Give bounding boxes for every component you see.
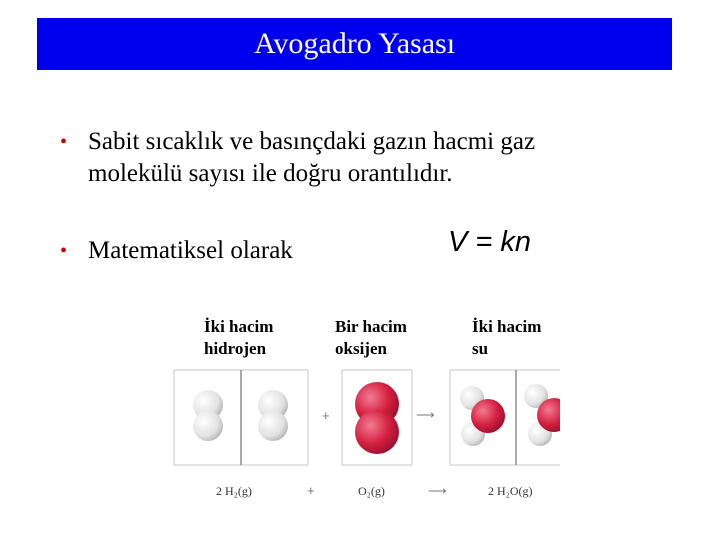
equation-plus: + bbox=[307, 483, 315, 498]
formula: V = kn bbox=[448, 226, 532, 258]
volume-label-oxygen bbox=[335, 316, 407, 360]
volume-label-line: su bbox=[472, 339, 489, 358]
equation-h2: 2 H₂(g) bbox=[216, 484, 252, 498]
bullet-line: molekülü sayısı ile doğru orantılıdır. bbox=[88, 160, 453, 187]
hydrogen-molecule bbox=[258, 390, 288, 441]
reaction-diagram bbox=[170, 360, 560, 510]
bullet-text-1 bbox=[88, 126, 535, 190]
plus-sign: + bbox=[322, 408, 330, 423]
hydrogen-molecule bbox=[193, 390, 223, 441]
equation-h2o: 2 H₂O(g) bbox=[488, 484, 533, 498]
volume-label-line: İki hacim bbox=[204, 317, 274, 336]
volume-label-line: hidrojen bbox=[204, 339, 267, 358]
bullet-dot: • bbox=[60, 240, 68, 262]
title-bar bbox=[37, 18, 672, 70]
volume-label-line: Bir hacim bbox=[335, 317, 407, 336]
bullet-item-2 bbox=[60, 235, 293, 267]
volume-label-hydrogen bbox=[204, 316, 273, 360]
bullet-item-1 bbox=[60, 126, 535, 190]
volume-label-line: İki hacim bbox=[472, 317, 542, 336]
oxygen-molecule bbox=[355, 382, 399, 454]
slide-title: Avogadro Yasası bbox=[253, 27, 456, 60]
bullet-line: Sabit sıcaklık ve basınçdaki gazın hacmi gaz bbox=[88, 128, 536, 155]
arrow-icon: ⟶ bbox=[416, 407, 435, 422]
equation-arrow: ⟶ bbox=[428, 483, 447, 498]
volume-label-line: oksijen bbox=[335, 339, 387, 358]
bullet-dot: • bbox=[60, 131, 68, 153]
equation-o2: O₂(g) bbox=[358, 484, 385, 498]
volume-label-water bbox=[472, 316, 541, 360]
bullet-text-2: Matematiksel olarak bbox=[88, 237, 293, 264]
